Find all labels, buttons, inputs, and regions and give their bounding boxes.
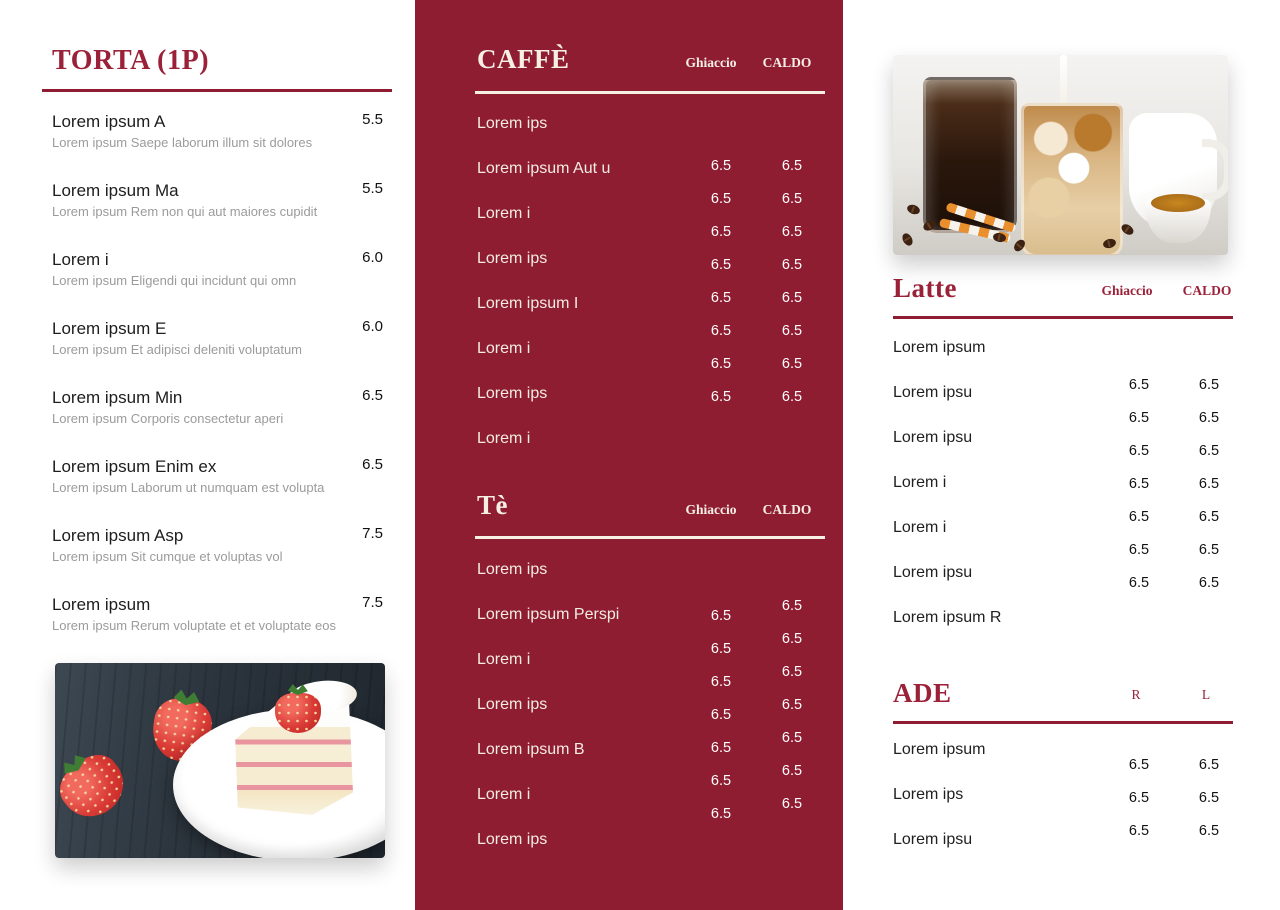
menu-item-price: 6.5 [1128, 542, 1150, 558]
menu-item-desc: Lorem ipsum Eligendi qui incidunt qui omn [52, 273, 297, 288]
menu-item-price: 6.5 [1128, 575, 1150, 591]
menu-item-price: 6.5 [781, 323, 803, 339]
menu-item-price: 6.5 [1198, 790, 1220, 806]
menu-item-name: Lorem ips [477, 831, 548, 848]
coffee-bean [900, 232, 914, 248]
menu-item-name: Lorem ipsum [893, 339, 986, 356]
menu-item-price: 6.5 [362, 456, 383, 473]
menu-item-name: Lorem ipsum R [893, 609, 1002, 626]
section-title: Latte [893, 273, 957, 303]
menu-item-price: 6.5 [710, 608, 732, 624]
menu-item-price: 6.5 [710, 389, 732, 405]
menu-item-price: 6.5 [781, 697, 803, 713]
menu-item-price: 6.5 [781, 664, 803, 680]
menu-item-name: Lorem ips [477, 696, 548, 713]
menu-item-name: Lorem i [477, 651, 531, 668]
menu-item-price: 6.5 [781, 257, 803, 273]
coffee-photo [893, 55, 1228, 255]
menu-item-desc: Lorem ipsum Laborum ut numquam est volupta [52, 480, 325, 495]
menu-item-price: 6.5 [710, 323, 732, 339]
menu-item-name: Lorem ips [477, 385, 548, 402]
menu-item-price: 6.5 [1198, 823, 1220, 839]
menu-item-desc: Lorem ipsum Rerum voluptate et et voluptate eos [52, 618, 336, 633]
menu-item-desc: Lorem ipsum Corporis consectetur aperi [52, 411, 284, 426]
menu-item-price: 6.5 [1198, 542, 1220, 558]
menu-item-price: 6.5 [781, 631, 803, 647]
menu-item-price: 6.5 [710, 773, 732, 789]
menu-item-price: 6.5 [710, 740, 732, 756]
menu-item-name: Lorem ipsum B [477, 741, 585, 758]
menu-item-name: Lorem ipsum E [52, 319, 167, 338]
menu-item-price: 6.5 [1128, 790, 1150, 806]
menu-item-name: Lorem ipsum [893, 741, 986, 758]
menu-item-name: Lorem i [477, 786, 531, 803]
menu-item-price: 6.5 [710, 257, 732, 273]
section-title: Tè [477, 490, 508, 520]
menu-item-price: 6.5 [1198, 443, 1220, 459]
menu-item-name: Lorem ipsum A [52, 112, 166, 131]
section-underline [893, 316, 1233, 319]
menu-item-name: Lorem ips [893, 786, 964, 803]
menu-item-price: 7.5 [362, 594, 383, 611]
menu-item-price: 6.5 [1128, 757, 1150, 773]
menu-item-desc: Lorem ipsum Et adipisci deleniti voluptatum [52, 342, 303, 357]
price-col-header: CALDO [1182, 283, 1232, 298]
left-menu-column [0, 0, 415, 910]
price-col-header: CALDO [762, 55, 812, 70]
menu-item-desc: Lorem ipsum Sit cumque et voluptas vol [52, 549, 283, 564]
menu-item-name: Lorem ips [477, 561, 548, 578]
section-underline [893, 721, 1233, 724]
menu-item-price: 6.5 [710, 641, 732, 657]
menu-item-price: 6.5 [1198, 377, 1220, 393]
iced-latte-glass [1021, 103, 1123, 255]
price-col-header: L [1201, 687, 1211, 702]
cake-photo [55, 663, 385, 858]
menu-item-price: 6.5 [1198, 575, 1220, 591]
menu-item-price: 6.5 [710, 191, 732, 207]
menu-item-price: 6.5 [1128, 377, 1150, 393]
menu-item-name: Lorem ipsu [893, 564, 973, 581]
menu-item-name: Lorem ipsu [893, 429, 973, 446]
menu-item-name: Lorem i [477, 430, 531, 447]
menu-item-price: 6.5 [781, 158, 803, 174]
menu-item-name: Lorem ipsum Enim ex [52, 457, 217, 476]
menu-item-name: Lorem ipsum I [477, 295, 579, 312]
section-title-torta: TORTA (1P) [52, 45, 210, 76]
menu-item-price: 6.5 [781, 356, 803, 372]
price-col-header: CALDO [762, 502, 812, 517]
menu-item-price: 6.5 [1128, 823, 1150, 839]
menu-item-price: 6.5 [1198, 757, 1220, 773]
menu-item-name: Lorem ips [477, 115, 548, 132]
menu-item-price: 6.5 [362, 387, 383, 404]
menu-item-price: 6.5 [1128, 443, 1150, 459]
menu-item-price: 7.5 [362, 525, 383, 542]
coffee-bean [906, 203, 921, 216]
menu-item-name: Lorem ipsu [893, 384, 973, 401]
section-title: CAFFÈ [477, 44, 570, 74]
menu-item-name: Lorem i [52, 250, 109, 269]
menu-item-name: Lorem i [893, 519, 947, 536]
menu-item-price: 6.5 [1198, 410, 1220, 426]
menu-item-price: 5.5 [362, 180, 383, 197]
menu-item-price: 6.5 [1198, 476, 1220, 492]
torta-underline [42, 89, 392, 92]
price-col-header: Ghiaccio [685, 502, 737, 517]
menu-item-name: Lorem ipsum Perspi [477, 606, 620, 623]
menu-item-price: 6.5 [1198, 509, 1220, 525]
menu-item-name: Lorem ipsum Ma [52, 181, 179, 200]
menu-item-name: Lorem i [477, 340, 531, 357]
menu-item-price: 6.5 [710, 707, 732, 723]
menu-item-name: Lorem ipsu [893, 831, 973, 848]
menu-item-price: 6.5 [710, 356, 732, 372]
menu-item-name: Lorem i [477, 205, 531, 222]
center-menu-column [415, 0, 843, 910]
menu-item-name: Lorem i [893, 474, 947, 491]
section-underline [475, 536, 825, 539]
menu-item-name: Lorem ipsum [52, 595, 151, 614]
price-col-header: Ghiaccio [685, 55, 737, 70]
menu-item-price: 6.5 [1128, 476, 1150, 492]
menu-item-price: 6.5 [710, 674, 732, 690]
price-col-header: R [1131, 687, 1141, 702]
menu-item-price: 6.5 [781, 796, 803, 812]
section-underline [475, 91, 825, 94]
right-menu-column [843, 0, 1280, 910]
menu-item-price: 6.0 [362, 318, 383, 335]
menu-item-price: 6.5 [781, 290, 803, 306]
menu-item-price: 6.5 [781, 763, 803, 779]
menu-item-price: 6.5 [1128, 509, 1150, 525]
menu-item-price: 6.5 [781, 224, 803, 240]
menu-item-name: Lorem ipsum Min [52, 388, 183, 407]
menu-item-price: 6.5 [781, 389, 803, 405]
menu-item-price: 6.5 [710, 806, 732, 822]
menu-item-price: 6.0 [362, 249, 383, 266]
menu-item-price: 6.5 [710, 290, 732, 306]
brown-sugar [1151, 194, 1205, 212]
menu-item-name: Lorem ipsum Aut u [477, 160, 611, 177]
menu-item-desc: Lorem ipsum Saepe laborum illum sit dolores [52, 135, 313, 150]
price-col-header: Ghiaccio [1101, 283, 1153, 298]
menu-item-price: 6.5 [781, 598, 803, 614]
menu-item-name: Lorem ips [477, 250, 548, 267]
menu-item-price: 6.5 [781, 730, 803, 746]
menu-item-price: 5.5 [362, 111, 383, 128]
menu-item-price: 6.5 [710, 158, 732, 174]
menu-item-price: 6.5 [710, 224, 732, 240]
menu-item-price: 6.5 [1128, 410, 1150, 426]
section-title: ADE [893, 678, 952, 708]
menu-item-name: Lorem ipsum Asp [52, 526, 184, 545]
menu-item-desc: Lorem ipsum Rem non qui aut maiores cupidit [52, 204, 318, 219]
menu-item-price: 6.5 [781, 191, 803, 207]
